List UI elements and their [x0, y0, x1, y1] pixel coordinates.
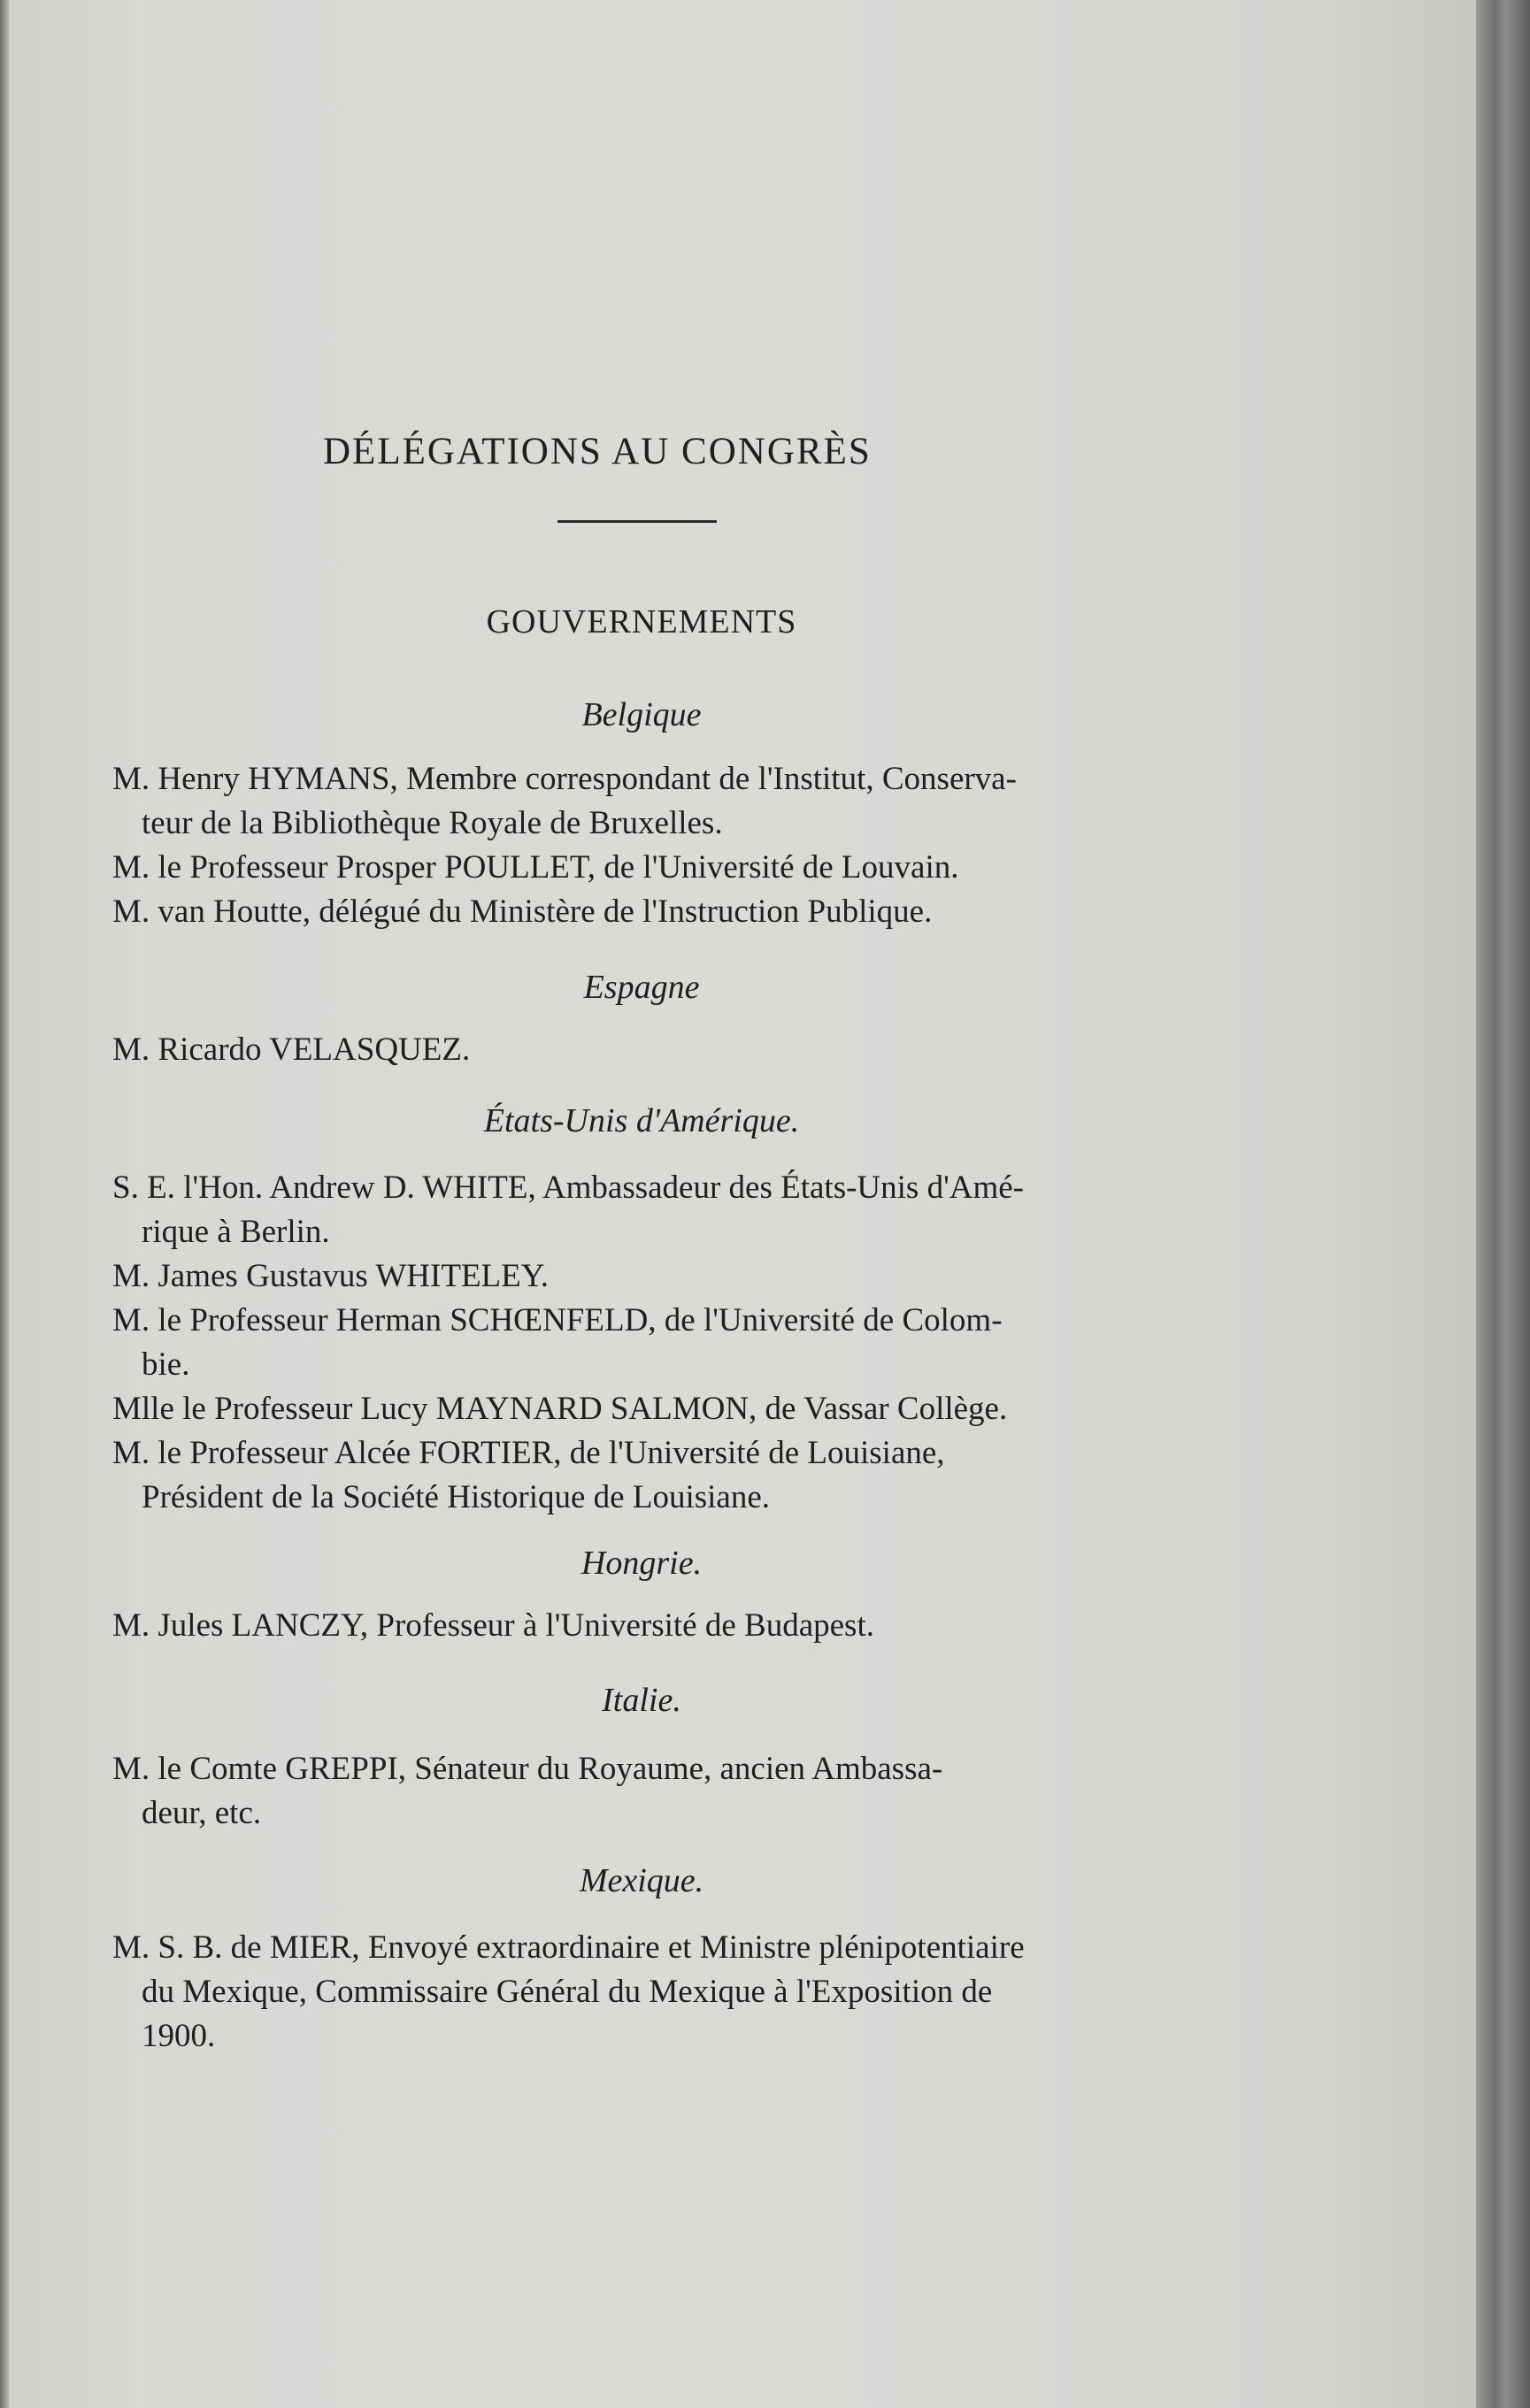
entry-line: teur de la Bibliothèque Royale de Bruxelles. [142, 805, 723, 841]
country-heading: États-Unis d'Amérique. [483, 1102, 800, 1139]
entry-line: rique à Berlin. [142, 1214, 330, 1250]
country-heading: Italie. [602, 1682, 681, 1719]
entry-line: S. E. l'Hon. Andrew D. WHITE, Ambassadeur des États-Unis d'Amé- [112, 1169, 1024, 1206]
entry-line: M. Jules LANCZY, Professeur à l'Université de Budapest. [112, 1607, 874, 1644]
entry-line: M. le Professeur Herman SCHŒNFELD, de l'Université de Colom- [112, 1302, 1003, 1338]
entry-line: M. le Professeur Prosper POULLET, de l'Université de Louvain. [112, 849, 959, 886]
entry-line: Mlle le Professeur Lucy MAYNARD SALMON, de Vassar Collège. [112, 1391, 1008, 1427]
entry-line: M. S. B. de MIER, Envoyé extraordinaire et Ministre plénipotentiaire [112, 1929, 1025, 1966]
entry-line: M. Henry HYMANS, Membre correspondant de l'Institut, Conserva- [112, 761, 1017, 797]
entry-line: Président de la Société Historique de Louisiane. [142, 1479, 771, 1515]
title-rule [557, 520, 717, 523]
entry-line: du Mexique, Commissaire Général du Mexique à l'Exposition de [142, 1974, 993, 2010]
entry-line: bie. [142, 1346, 190, 1383]
page-title: DÉLÉGATIONS AU CONGRÈS [323, 431, 872, 472]
country-heading: Mexique. [579, 1862, 704, 1899]
entry-line: M. le Professeur Alcée FORTIER, de l'Université de Louisiane, [112, 1435, 945, 1471]
entry-line: 1900. [142, 2018, 216, 2054]
entry-line: M. Ricardo VELASQUEZ. [112, 1031, 471, 1068]
entry-line: M. le Comte GREPPI, Sénateur du Royaume, ancien Ambassa- [112, 1751, 943, 1787]
country-heading: Espagne [583, 969, 700, 1006]
entry-line: M. van Houtte, délégué du Ministère de l'Instruction Publique. [112, 893, 933, 930]
section-heading: GOUVERNEMENTS [486, 603, 797, 640]
entry-line: M. James Gustavus WHITELEY. [112, 1258, 549, 1294]
country-heading: Hongrie. [580, 1545, 703, 1582]
entry-line: deur, etc. [142, 1795, 262, 1831]
country-heading: Belgique [581, 696, 702, 733]
